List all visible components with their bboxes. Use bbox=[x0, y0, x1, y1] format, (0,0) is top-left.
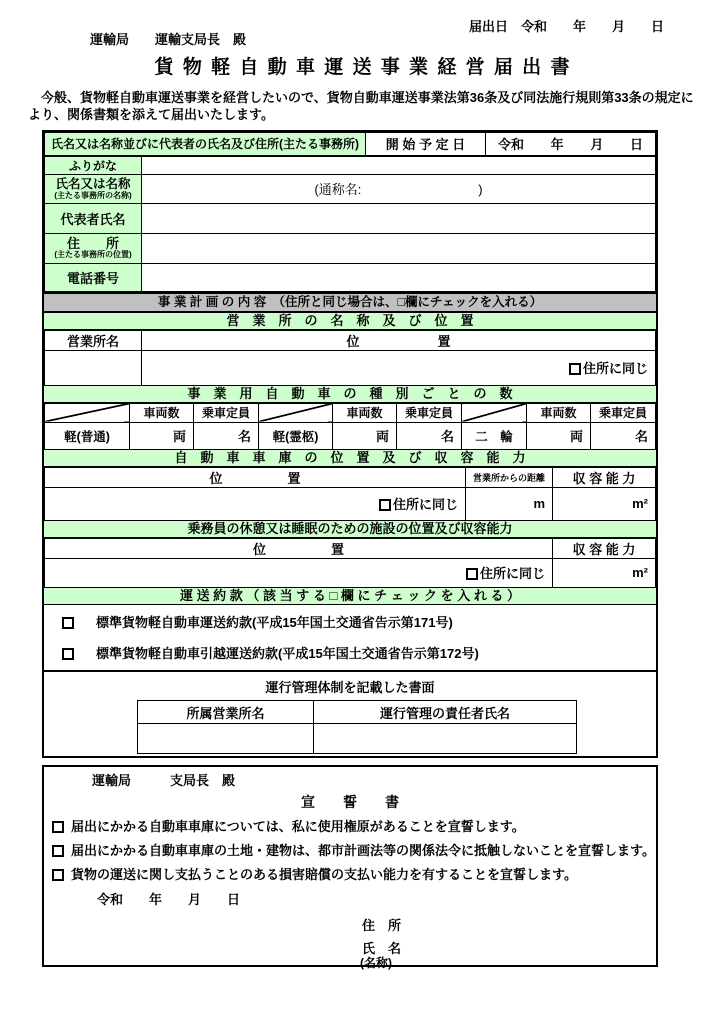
capacity-header-2: 乗車定員 bbox=[397, 403, 462, 422]
business-plan-section-title: 事 業 計 画 の 内 容 （住所と同じ場合は、□欄にチェックを入れる） bbox=[44, 292, 656, 313]
management-manager-input-cell[interactable] bbox=[314, 724, 577, 754]
pledge-item-row bbox=[52, 843, 656, 858]
count-header-3: 車両数 bbox=[527, 403, 591, 422]
name-label: 氏名又は名称 (主たる事務所の名称) bbox=[45, 174, 142, 203]
garage-table bbox=[44, 467, 656, 521]
kei-reikyu-count-input-cell[interactable] bbox=[333, 422, 397, 449]
area-unit: m² bbox=[632, 565, 648, 580]
start-date-input-cell[interactable] bbox=[486, 133, 656, 156]
applicant-header-label: 氏名又は名称並びに代表者の氏名及び住所(主たる事務所) bbox=[45, 133, 366, 156]
office-table bbox=[44, 330, 656, 386]
rest-facility-table bbox=[44, 538, 656, 588]
garage-same-as-address-checkbox[interactable] bbox=[379, 499, 391, 511]
kei-futsu-count-input-cell[interactable] bbox=[130, 422, 194, 449]
pledge-title: 宣 誓 書 bbox=[301, 794, 399, 810]
pledge-address-label[interactable]: 住 所 bbox=[362, 918, 402, 933]
diagonal-header-cell bbox=[259, 403, 333, 422]
office-name-input-cell[interactable] bbox=[45, 350, 142, 385]
office-same-as-address-label: 住所に同じ bbox=[582, 361, 648, 376]
pledge-name-label[interactable]: 氏 名 bbox=[362, 941, 402, 956]
diagonal-header-cell bbox=[462, 403, 527, 422]
management-box bbox=[42, 670, 658, 758]
distance-unit: m bbox=[533, 496, 545, 511]
phone-label: 電話番号 bbox=[45, 263, 142, 291]
garage-location-input-cell[interactable] bbox=[45, 487, 466, 520]
pledge-item-text: 届出にかかる自動車車庫の土地・建物は、都市計画法等の関係法令に抵触しないことを宣誓します。 bbox=[71, 843, 655, 858]
office-section-title: 営 業 所 の 名 称 及 び 位 置 bbox=[44, 313, 656, 330]
count-header-1: 車両数 bbox=[130, 403, 194, 422]
pledge-date-line[interactable]: 令和 年 月 日 bbox=[97, 892, 241, 907]
capacity-header-1: 乗車定員 bbox=[194, 403, 259, 422]
rest-facility-section-title: 乗務員の休憩又は睡眠のための施設の位置及び収容能力 bbox=[44, 521, 656, 538]
management-office-input-cell[interactable] bbox=[138, 724, 314, 754]
rest-location-header: 位 置 bbox=[45, 538, 553, 558]
garage-capacity-input-cell[interactable] bbox=[553, 487, 656, 520]
intro-paragraph: 今般、貨物軽自動車運送事業を経営したいので、貨物自動車運送事業法第36条及び同法施行規則第33条の規定により、関係書類を添えて届出いたします。 bbox=[28, 90, 694, 122]
pledge-addressee-line: 運輸局 支局長 殿 bbox=[92, 773, 236, 788]
terms-option-row bbox=[62, 643, 656, 663]
pledge-checkbox-land-building[interactable] bbox=[52, 845, 64, 857]
rest-same-as-address-checkbox[interactable] bbox=[466, 568, 478, 580]
submission-date-line: 届出日 令和 年 月 日 bbox=[468, 19, 664, 34]
vehicles-section-title: 事 業 用 自 動 車 の 種 別 ご と の 数 bbox=[44, 386, 656, 403]
rest-capacity-input-cell[interactable] bbox=[553, 558, 656, 587]
diagonal-header-cell bbox=[45, 403, 130, 422]
area-unit: m² bbox=[632, 496, 648, 511]
alias-field: (通称名: ) bbox=[314, 182, 483, 197]
terms-option-row bbox=[62, 612, 656, 632]
vehicle-type-kei-reikyu: 軽(霊柩) bbox=[259, 422, 333, 449]
terms-checkbox-standard[interactable] bbox=[62, 617, 74, 629]
garage-location-header: 位 置 bbox=[45, 467, 466, 487]
nirin-count-input-cell[interactable] bbox=[527, 422, 591, 449]
count-unit: 両 bbox=[172, 429, 186, 444]
start-date-label: 開 始 予 定 日 bbox=[366, 133, 486, 156]
addressee-line: 運輸局 運輸支局長 殿 bbox=[90, 32, 247, 47]
garage-capacity-header: 収 容 能 力 bbox=[553, 467, 656, 487]
office-location-input-cell[interactable] bbox=[142, 350, 656, 385]
management-office-column-header: 所属営業所名 bbox=[138, 701, 314, 724]
count-header-2: 車両数 bbox=[333, 403, 397, 422]
name-sublabel: (主たる事務所の名称) bbox=[54, 190, 132, 200]
pledge-checkbox-damages[interactable] bbox=[52, 869, 64, 881]
pledge-item-text: 届出にかかる自動車車庫については、私に使用権原があることを宣誓します。 bbox=[71, 819, 525, 834]
kei-reikyu-capacity-input-cell[interactable] bbox=[397, 422, 462, 449]
page-title: 貨 物 軽 自 動 車 運 送 事 業 経 営 届 出 書 bbox=[154, 57, 572, 78]
address-label: 住 所 (主たる事務所の位置) bbox=[45, 233, 142, 263]
vehicle-type-kei-futsu: 軽(普通) bbox=[45, 422, 130, 449]
pledge-item-row bbox=[52, 867, 656, 882]
month-label: 月 bbox=[590, 137, 604, 153]
terms-option-label: 標準貨物軽自動車運送約款(平成15年国土交通省告示第171号) bbox=[96, 614, 453, 630]
day-label: 日 bbox=[629, 137, 643, 153]
address-sublabel: (主たる事務所の位置) bbox=[54, 250, 132, 259]
main-form-box bbox=[42, 130, 658, 704]
name-input-cell[interactable] bbox=[142, 174, 656, 203]
furigana-input-cell[interactable] bbox=[142, 156, 656, 175]
terms-section-title: 運 送 約 款 （ 該 当 す る □ 欄 に チ ェ ッ ク を 入 れ る ） bbox=[44, 588, 656, 605]
capacity-header-3: 乗車定員 bbox=[591, 403, 656, 422]
management-manager-column-header: 運行管理の責任者氏名 bbox=[314, 701, 577, 724]
rest-capacity-header: 収 容 能 力 bbox=[553, 538, 656, 558]
era-label: 令和 bbox=[498, 137, 525, 153]
capacity-unit: 名 bbox=[237, 429, 251, 444]
vehicle-type-nirin: 二 輪 bbox=[462, 422, 527, 449]
pledge-box bbox=[42, 765, 658, 970]
count-unit: 両 bbox=[375, 429, 389, 444]
representative-input-cell[interactable] bbox=[142, 203, 656, 233]
garage-section-title: 自 動 車 車 庫 の 位 置 及 び 収 容 能 力 bbox=[44, 450, 656, 467]
phone-input-cell[interactable] bbox=[142, 263, 656, 291]
garage-distance-header: 営業所からの距離 bbox=[466, 467, 553, 487]
office-same-as-address-checkbox[interactable] bbox=[569, 363, 581, 375]
terms-checkbox-moving[interactable] bbox=[62, 648, 74, 660]
capacity-unit: 名 bbox=[440, 429, 454, 444]
office-location-header: 位 置 bbox=[142, 330, 656, 350]
pledge-checkbox-usage-rights[interactable] bbox=[52, 821, 64, 833]
rest-same-as-address-label: 住所に同じ bbox=[479, 566, 545, 581]
pledge-name-sublabel: (名称) bbox=[360, 956, 392, 970]
year-label: 年 bbox=[550, 137, 564, 153]
pledge-item-text: 貨物の運送に関し支払うことのある損害賠償の支払い能力を有することを宣誓します。 bbox=[71, 867, 577, 882]
kei-futsu-capacity-input-cell[interactable] bbox=[194, 422, 259, 449]
applicant-table bbox=[44, 132, 656, 292]
pledge-item-row bbox=[52, 819, 656, 834]
nirin-capacity-input-cell[interactable] bbox=[591, 422, 656, 449]
count-unit: 両 bbox=[569, 429, 583, 444]
address-input-cell[interactable] bbox=[142, 233, 656, 263]
management-table bbox=[137, 700, 577, 754]
management-title: 運行管理体制を記載した書面 bbox=[265, 680, 435, 695]
terms-option-label: 標準貨物軽自動車引越運送約款(平成15年国土交通省告示第172号) bbox=[96, 645, 479, 661]
representative-label: 代表者氏名 bbox=[45, 203, 142, 233]
furigana-label: ふりがな bbox=[45, 156, 142, 175]
vehicles-table bbox=[44, 403, 656, 450]
capacity-unit: 名 bbox=[634, 429, 648, 444]
rest-location-input-cell[interactable] bbox=[45, 558, 553, 587]
office-name-label: 営業所名 bbox=[45, 330, 142, 350]
garage-same-as-address-label: 住所に同じ bbox=[392, 497, 458, 512]
garage-distance-input-cell[interactable] bbox=[466, 487, 553, 520]
